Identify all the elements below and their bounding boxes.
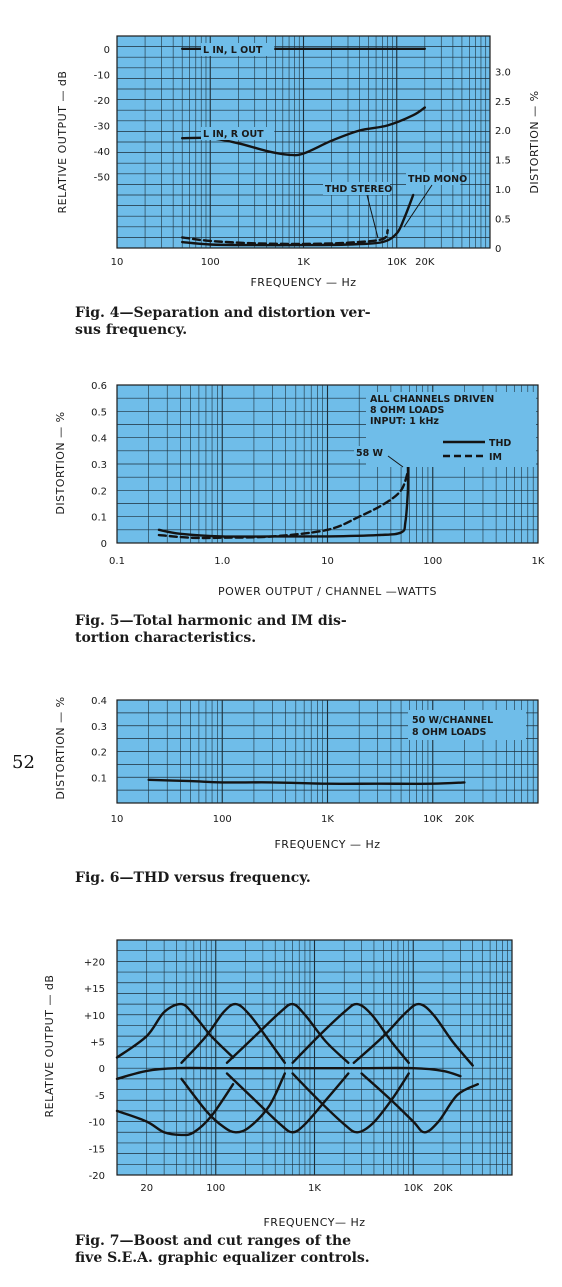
y-tick-label: 0.5	[91, 407, 107, 419]
grid	[117, 36, 490, 248]
figure-4-caption: Fig. 4—Separation and distortion ver- sus frequency.	[75, 305, 371, 338]
figure-5	[0, 370, 562, 660]
figure-6-caption: Fig. 6—THD versus frequency.	[75, 870, 311, 886]
x-tick-label: 10	[321, 556, 334, 567]
x-tick-label: 10K	[423, 814, 443, 825]
x-tick-label: 1K	[531, 556, 545, 567]
annotation-label: THD MONO	[408, 174, 468, 185]
annotation-label: THD STEREO	[325, 184, 393, 195]
x-tick-label: 20K	[454, 814, 475, 825]
y2-tick-label: 0	[495, 244, 502, 255]
y-tick-label: -5	[95, 1090, 105, 1102]
y-tick-label: -15	[88, 1144, 105, 1156]
y-tick-label: 0.6	[91, 381, 107, 392]
page-number: 52	[12, 752, 35, 773]
y2-tick-label: 2.0	[495, 126, 511, 138]
x-tick-label: 10	[110, 814, 124, 825]
x-tick-label: 0.1	[109, 556, 125, 567]
y-tick-label: -10	[93, 70, 110, 82]
x-axis-title: FREQUENCY — Hz	[274, 838, 381, 851]
figure-6-chart	[0, 680, 562, 860]
y-axis-title: DISTORTION — %	[54, 696, 67, 800]
x-tick-label: 100	[423, 556, 443, 567]
legend-text: INPUT: 1 kHz	[370, 416, 439, 427]
y-tick-label: 0.2	[91, 486, 107, 498]
annotation-label: L IN, R OUT	[203, 129, 264, 140]
x-tick-label: 20	[140, 1183, 154, 1194]
y2-tick-label: 2.5	[495, 96, 511, 108]
y-tick-label: 0	[100, 539, 107, 550]
figure-5-caption: Fig. 5—Total harmonic and IM dis- tortion characteristics.	[75, 613, 347, 646]
y-tick-label: -20	[88, 1171, 105, 1182]
y-tick-label: 0.1	[91, 512, 107, 524]
x-tick-label: 100	[200, 257, 220, 268]
x-tick-label: 20K	[433, 1183, 453, 1194]
legend-text: 8 OHM LOADS	[412, 727, 487, 738]
x-tick-label: 10K	[403, 1183, 423, 1194]
legend-text: 50 W/CHANNEL	[412, 715, 494, 726]
x-axis-title: FREQUENCY — Hz	[250, 276, 357, 289]
y2-tick-label: 0.5	[495, 214, 511, 226]
legend-text: ALL CHANNELS DRIVEN	[370, 394, 495, 405]
x-tick-label: 1K	[321, 814, 334, 825]
y-tick-label: -30	[93, 121, 110, 133]
y-tick-label: -40	[93, 146, 110, 158]
y-tick-label: +10	[83, 1010, 105, 1022]
annotation-label: 58 W	[356, 448, 384, 459]
x-tick-label: 20K	[415, 257, 435, 268]
y-tick-label: 0.3	[91, 460, 107, 471]
legend-label-im: IM	[489, 452, 502, 463]
x-axis-title: POWER OUTPUT / CHANNEL —WATTS	[218, 585, 437, 598]
y-tick-label: 0.4	[91, 433, 107, 445]
y2-tick-label: 3.0	[495, 67, 511, 79]
y-axis-title: RELATIVE OUTPUT — dB	[43, 974, 56, 1118]
x-tick-label: 10K	[387, 257, 407, 268]
x-tick-label: 1K	[297, 257, 310, 268]
legend-text: 8 OHM LOADS	[370, 405, 445, 416]
x-tick-label: 1.0	[214, 556, 231, 567]
x-tick-label: 1K	[308, 1183, 321, 1194]
figure-4	[0, 0, 562, 350]
figure-5-chart	[0, 370, 562, 605]
y-tick-label: +5	[90, 1037, 105, 1049]
y-tick-label: -20	[93, 95, 110, 107]
y-tick-label: -50	[93, 172, 110, 184]
figure-7	[0, 930, 562, 1287]
y-tick-label: 0.4	[91, 696, 107, 707]
y-tick-label: 0.3	[91, 721, 107, 733]
y-tick-label: 0	[103, 44, 110, 56]
y-axis-title: RELATIVE OUTPUT — dB	[56, 70, 69, 214]
y2-axis-title: DISTORTION — %	[528, 90, 541, 194]
y-tick-label: 0.1	[91, 773, 107, 785]
figure-7-caption: Fig. 7—Boost and cut ranges of the five S.E.A. graphic equalizer controls.	[75, 1233, 370, 1266]
figure-6	[0, 680, 562, 900]
figure-7-chart	[0, 930, 562, 1235]
x-tick-label: 100	[206, 1183, 226, 1194]
y-tick-label: +15	[83, 984, 105, 996]
figure-4-chart	[0, 0, 562, 295]
x-tick-label: 10	[110, 257, 124, 268]
legend-label-thd: THD	[489, 438, 512, 449]
x-axis-title: FREQUENCY— Hz	[263, 1216, 366, 1229]
y2-tick-label: 1.0	[495, 185, 511, 197]
y-tick-label: 0.2	[91, 747, 107, 759]
y-axis-title: DISTORTION — %	[54, 411, 67, 515]
y-tick-label: 0	[98, 1064, 105, 1076]
y2-tick-label: 1.5	[495, 155, 511, 167]
annotation-label: L IN, L OUT	[203, 45, 263, 56]
y-tick-label: -10	[88, 1117, 105, 1129]
x-tick-label: 100	[212, 814, 232, 825]
y-tick-label: +20	[83, 957, 105, 969]
